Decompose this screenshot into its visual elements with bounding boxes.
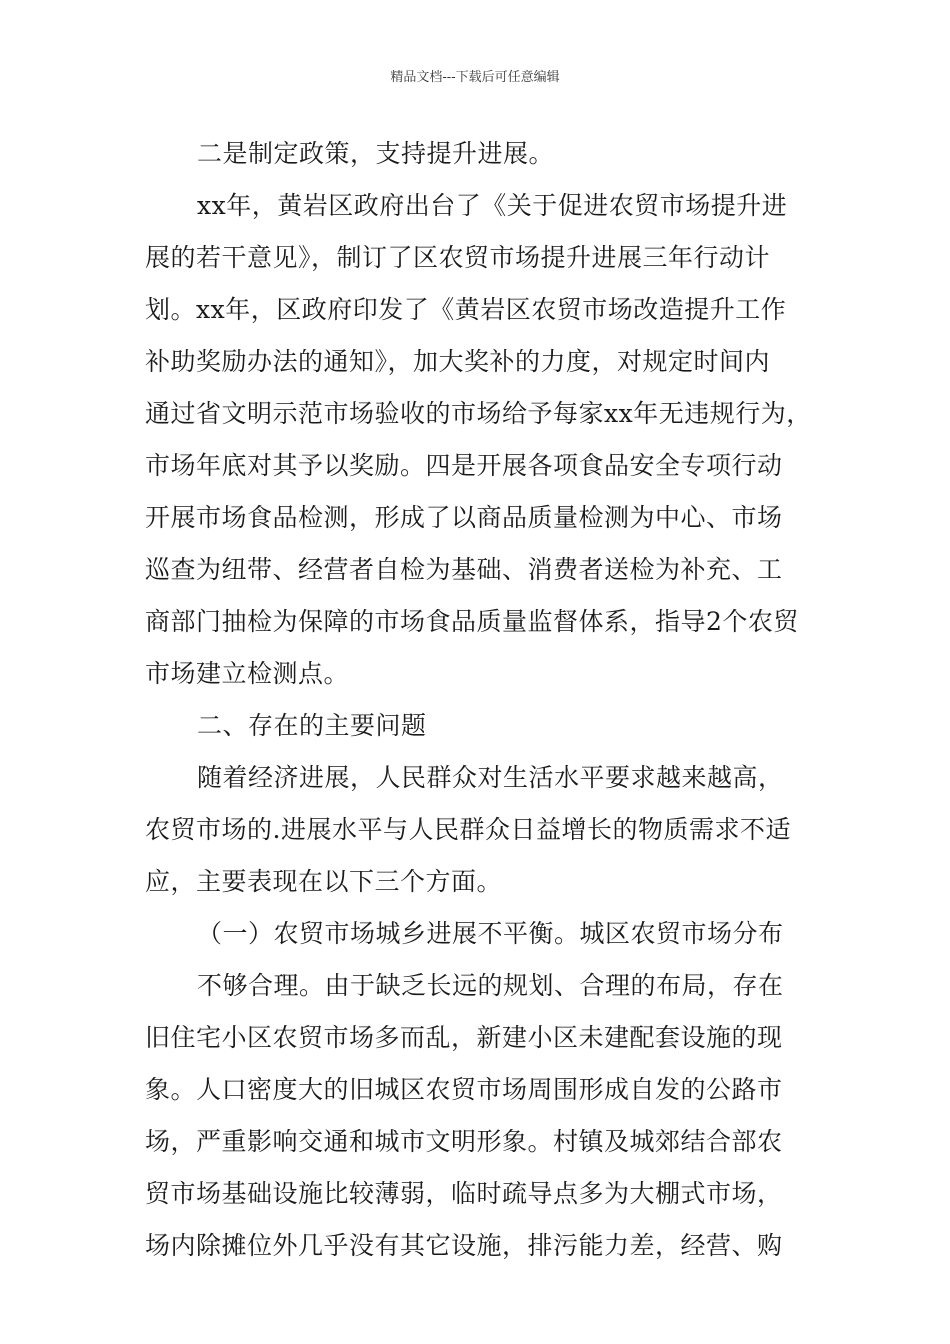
paragraph-line: 市场建立检测点。 <box>145 659 350 688</box>
paragraph-line: 农贸市场的.进展水平与人民群众日益增长的物质需求不适 <box>145 815 791 844</box>
paragraph-line: 象。人口密度大的旧城区农贸市场周围形成自发的公路市 <box>145 1075 783 1104</box>
section-heading: 二、存在的主要问题 <box>197 711 427 740</box>
paragraph-line: 开展市场食品检测，形成了以商品质量检测为中心、市场 <box>145 503 783 532</box>
paragraph-line: 场内除摊位外几乎没有其它设施，排污能力差，经营、购 <box>145 1231 783 1260</box>
paragraph-line: 二是制定政策，支持提升进展。 <box>197 139 555 168</box>
paragraph-line: 展的若干意见》，制订了区农贸市场提升进展三年行动计 <box>145 243 771 272</box>
paragraph-line: 贸市场基础设施比较薄弱，临时疏导点多为大棚式市场， <box>145 1179 783 1208</box>
paragraph-line: 通过省文明示范市场验收的市场给予每家xx年无违规行为， <box>145 399 812 428</box>
paragraph-line: 场，严重影响交通和城市文明形象。村镇及城郊结合部农 <box>145 1127 783 1156</box>
paragraph-line: 巡查为纽带、经营者自检为基础、消费者送检为补充、工 <box>145 555 783 584</box>
paragraph-line: 划。xx年，区政府印发了《黄岩区农贸市场改造提升工作 <box>145 295 787 324</box>
paragraph-line: 不够合理。由于缺乏长远的规划、合理的布局，存在 <box>197 971 784 1000</box>
paragraph-line: 旧住宅小区农贸市场多而乱，新建小区未建配套设施的现 <box>145 1023 783 1052</box>
paragraph-line: xx年，黄岩区政府出台了《关于促进农贸市场提升进 <box>197 191 788 220</box>
paragraph-line: 补助奖励办法的通知》，加大奖补的力度，对规定时间内 <box>145 347 771 376</box>
paragraph-line: 市场年底对其予以奖励。四是开展各项食品安全专项行动 <box>145 451 783 480</box>
page-header: 精品文档---下载后可任意编辑 <box>390 70 560 85</box>
paragraph-line: 应，主要表现在以下三个方面。 <box>145 867 503 896</box>
document-body <box>145 128 820 1272</box>
paragraph-line: 商部门抽检为保障的市场食品质量监督体系，指导2个农贸 <box>145 607 799 636</box>
subsection-heading: （一）农贸市场城乡进展不平衡。城区农贸市场分布 <box>197 919 784 948</box>
paragraph-line: 随着经济进展，人民群众对生活水平要求越来越高， <box>197 763 784 792</box>
